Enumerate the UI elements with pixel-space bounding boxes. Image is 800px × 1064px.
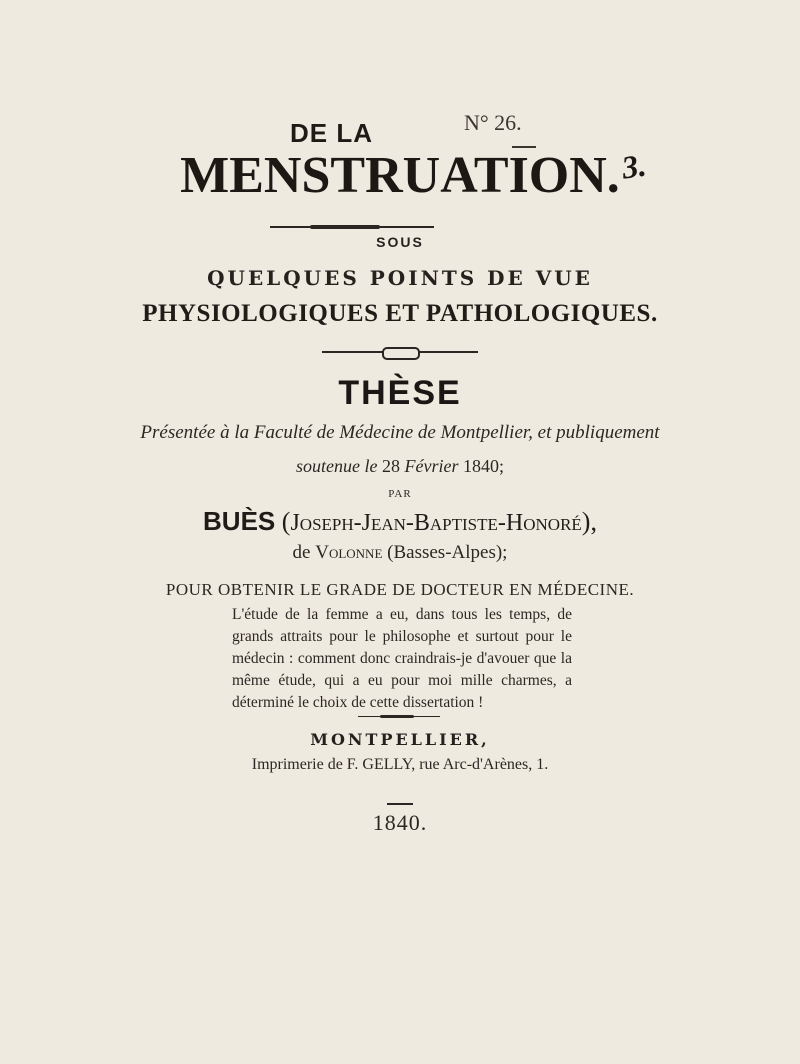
subtitle-subject: PHYSIOLOGIQUES ET PATHOLOGIQUES. xyxy=(142,300,658,327)
ornamental-divider xyxy=(322,351,478,353)
imprint-city: MONTPELLIER, xyxy=(310,730,490,749)
subtitle-sous: SOUS xyxy=(376,234,424,250)
defended-year: 1840; xyxy=(462,456,504,476)
epigraph-paragraph: L'étude de la femme a eu, dans tous les temps, de grands attraits pour le philosophe et surtout pour le médecin : comment donc craindrais-je d'avouer que la même étude, qui a eu pour moi mille charmes, a déterminé le choix de cette dissertation ! xyxy=(232,606,572,711)
title-kicker: DE LA xyxy=(290,118,373,148)
defended-prefix: soutenue le xyxy=(296,456,378,476)
origin-prefix: de xyxy=(292,542,311,563)
thesis-number: N° 26. xyxy=(464,110,522,135)
imprint-printer: Imprimerie de F. GELLY, rue Arc-d'Arènes, 1. xyxy=(251,756,549,773)
by-label: PAR xyxy=(388,488,412,500)
title-divider xyxy=(270,226,434,228)
author-line: BUÈS (Joseph-Jean-Baptiste-Honoré), xyxy=(203,506,597,536)
author-surname: BUÈS xyxy=(203,506,276,536)
author-given-names: Joseph-Jean-Baptiste-Honoré xyxy=(290,510,582,536)
imprint-year: 1840. xyxy=(372,810,428,835)
imprint-divider xyxy=(358,716,440,717)
origin-town: Volonne xyxy=(315,542,383,563)
defended-month: Février xyxy=(404,456,459,476)
author-origin xyxy=(0,542,800,564)
defended-line xyxy=(0,456,800,477)
origin-region: (Basses-Alpes); xyxy=(387,542,508,563)
main-title: MENSTRUATION. xyxy=(180,147,620,204)
presented-line: Présentée à la Faculté de Médecine de Montpellier, et publiquement xyxy=(140,422,660,443)
degree-purpose: POUR OBTENIR LE GRADE DE DOCTEUR EN MÉDECINE. xyxy=(165,580,635,599)
subtitle-gothic-line: QUELQUES POINTS DE VUE xyxy=(207,266,593,290)
handwritten-margin-note: 3. xyxy=(619,146,649,186)
year-dash xyxy=(387,803,413,805)
defended-day: 28 xyxy=(381,456,400,476)
thesis-label: THÈSE xyxy=(338,374,462,412)
ornament-icon xyxy=(382,347,420,360)
